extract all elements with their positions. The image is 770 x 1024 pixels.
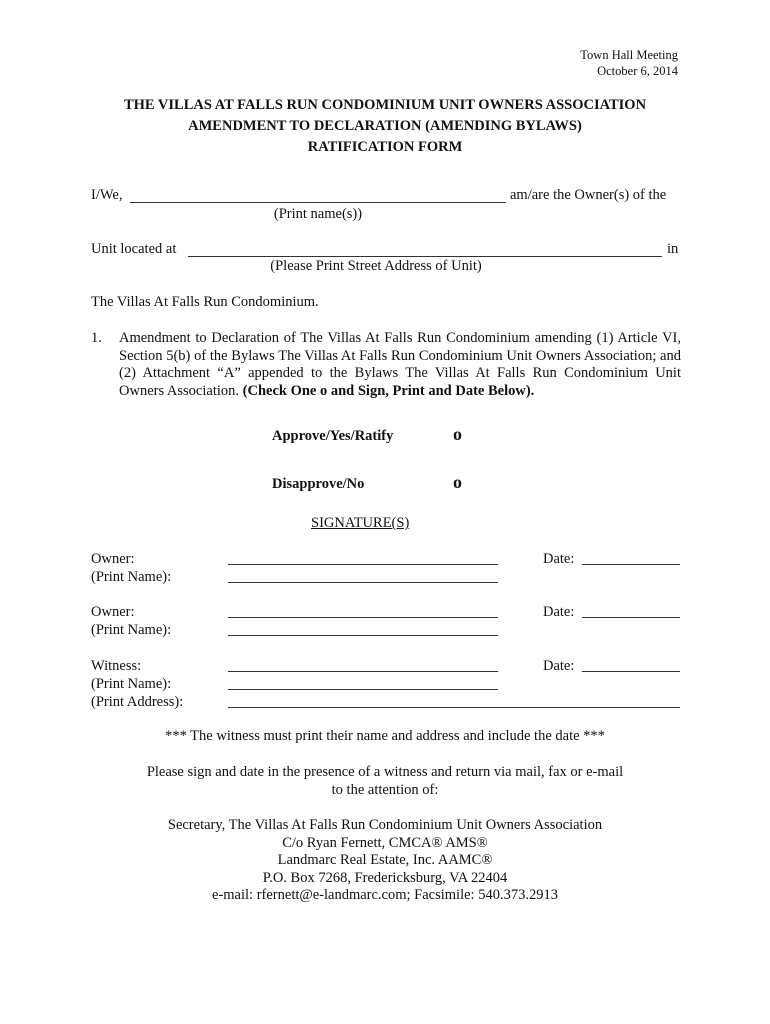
unit-address-field[interactable]: [188, 256, 662, 257]
meeting-name: Town Hall Meeting: [580, 48, 678, 62]
owner2-label: Owner:: [91, 604, 135, 620]
item-number: 1.: [91, 330, 102, 346]
owner1-label: Owner:: [91, 551, 135, 567]
owner-suffix: am/are the Owner(s) of the: [510, 187, 667, 203]
witness-print-address-field[interactable]: [228, 707, 680, 708]
title-line-1: THE VILLAS AT FALLS RUN CONDOMINIUM UNIT OWNERS ASSOCIATION: [123, 97, 647, 113]
condominium-line: The Villas At Falls Run Condominium.: [91, 294, 319, 310]
disapprove-checkbox[interactable]: o: [453, 472, 462, 492]
meeting-date: October 6, 2014: [597, 64, 678, 78]
address-line-3: Landmarc Real Estate, Inc. AAMC®: [277, 852, 493, 869]
title-line-3: RATIFICATION FORM: [307, 139, 463, 155]
unit-suffix: in: [667, 241, 679, 257]
address-line-4: P.O. Box 7268, Fredericksburg, VA 22404: [262, 869, 508, 886]
owner-name-field[interactable]: [130, 202, 506, 203]
witness-label: Witness:: [91, 658, 142, 674]
title-line-2: AMENDMENT TO DECLARATION (AMENDING BYLAWS): [188, 118, 582, 134]
signatures-heading: SIGNATURE(S): [311, 515, 410, 531]
witness-print-name-label: (Print Name):: [91, 676, 172, 692]
owner2-signature-field[interactable]: [228, 617, 498, 618]
owner1-print-label: (Print Name):: [91, 569, 172, 585]
witness-date-field[interactable]: [582, 671, 680, 672]
owner1-date-label: Date:: [543, 551, 575, 567]
meeting-info: [580, 47, 678, 79]
return-address: [0, 817, 770, 905]
owner2-date-label: Date:: [543, 604, 575, 620]
return-line-1: Please sign and date in the presence of a witness and return via mail, fax or e-mail: [146, 764, 624, 780]
owner1-signature-field[interactable]: [228, 564, 498, 565]
witness-print-name-field[interactable]: [228, 689, 498, 690]
amendment-item: [91, 330, 681, 400]
witness-signature-field[interactable]: [228, 671, 498, 672]
owner-prefix: I/We,: [91, 187, 123, 203]
address-line-5: e-mail: rfernett@e-landmarc.com; Facsimile: 540.373.2913: [212, 887, 558, 904]
unit-address-caption: (Please Print Street Address of Unit): [270, 258, 482, 274]
disapprove-label: Disapprove/No: [272, 476, 365, 492]
owner2-print-field[interactable]: [228, 635, 498, 636]
witness-print-address-label: (Print Address):: [91, 694, 184, 710]
witness-note: *** The witness must print their name and address and include the date ***: [165, 728, 605, 744]
approve-checkbox[interactable]: o: [453, 424, 462, 444]
return-instructions: [0, 764, 770, 799]
item-instruction: (Check One o and Sign, Print and Date Below).: [242, 382, 535, 399]
owner-name-caption: (Print name(s)): [273, 206, 363, 222]
item-body: [119, 330, 681, 400]
unit-prefix: Unit located at: [91, 241, 177, 257]
witness-date-label: Date:: [543, 658, 575, 674]
address-line-2: C/o Ryan Fernett, CMCA® AMS®: [282, 834, 488, 851]
address-line-1: Secretary, The Villas At Falls Run Condominium Unit Owners Association: [167, 817, 603, 833]
owner2-print-label: (Print Name):: [91, 622, 172, 638]
approve-label: Approve/Yes/Ratify: [272, 428, 394, 444]
return-line-2: to the attention of:: [331, 781, 439, 798]
owner2-date-field[interactable]: [582, 617, 680, 618]
document-title: [0, 95, 770, 158]
owner1-date-field[interactable]: [582, 564, 680, 565]
item-text: Amendment to Declaration of The Villas At Falls Run Condominium amending (1) Article VI, Section 5(b) of the Bylaws The Villas At Falls Run Condominium Unit Owners Association; and (2) Attachment “A” appended to the Bylaws The Villas At Falls Run Condominium Unit Owners Association.: [119, 330, 681, 399]
owner1-print-field[interactable]: [228, 582, 498, 583]
